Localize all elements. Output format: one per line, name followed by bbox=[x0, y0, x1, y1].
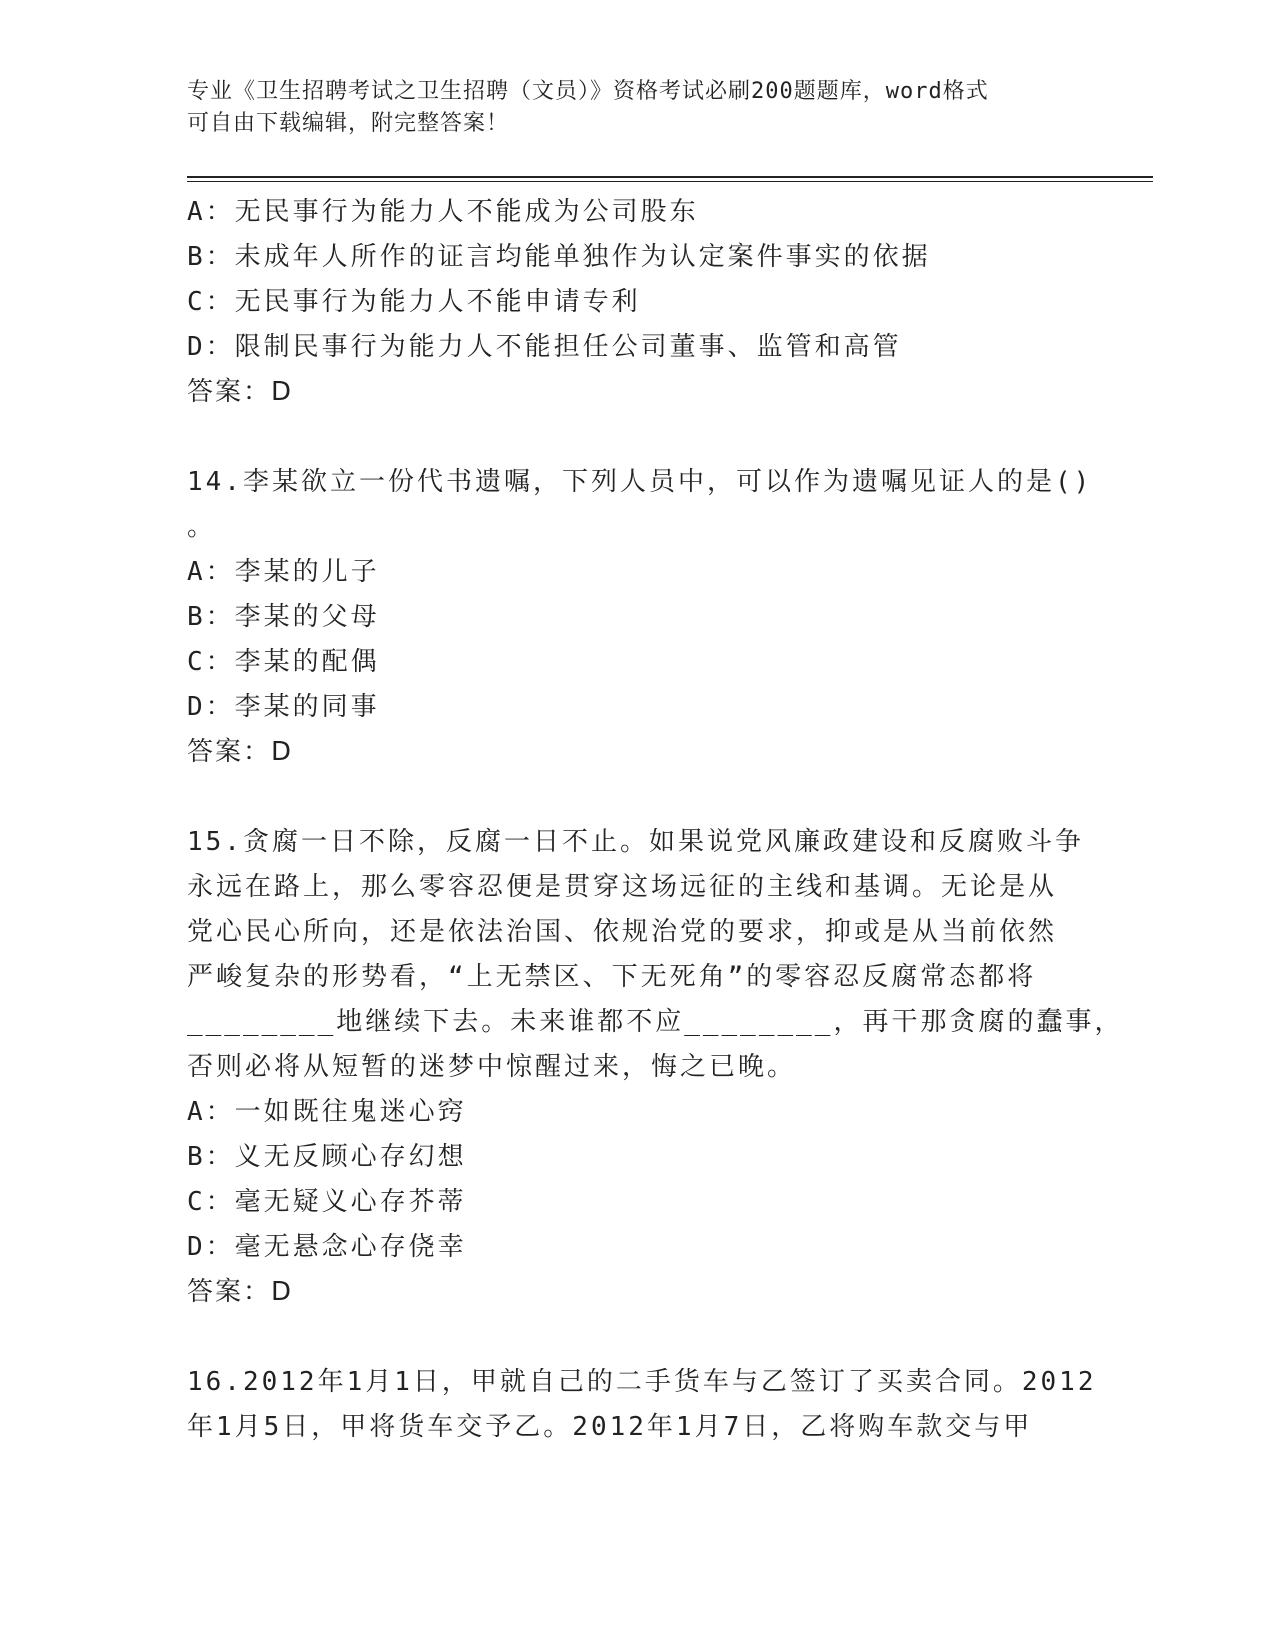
question-list bbox=[187, 190, 1124, 1450]
question-15 bbox=[187, 820, 1124, 1315]
option-b: B：义无反顾心存幻想 bbox=[187, 1142, 467, 1172]
question-16 bbox=[187, 1360, 1097, 1450]
page-header bbox=[187, 76, 1087, 140]
question-stem: 否则必将从短暂的迷梦中惊醒过来，悔之已晚。 bbox=[187, 1052, 797, 1082]
answer: 答案：D bbox=[187, 1277, 294, 1307]
question-stem: 永远在路上，那么零容忍便是贯穿这场远征的主线和基调。无论是从 bbox=[187, 872, 1058, 902]
option-c: C：无民事行为能力人不能申请专利 bbox=[187, 287, 641, 317]
option-d: D：限制民事行为能力人不能担任公司董事、监管和高管 bbox=[187, 332, 902, 362]
question-stem: ________地继续下去。未来谁都不应________，再干那贪腐的蠢事， bbox=[187, 1007, 1124, 1037]
question-14 bbox=[187, 460, 1093, 775]
question-13 bbox=[187, 190, 1087, 415]
question-stem: 党心民心所向，还是依法治国、依规治党的要求，抑或是从当前依然 bbox=[187, 917, 1058, 947]
option-c: C：毫无疑义心存芥蒂 bbox=[187, 1187, 467, 1217]
question-stem: 年1月5日，甲将货车交予乙。2012年1月7日，乙将购车款交与甲 bbox=[187, 1412, 1033, 1442]
option-d: D：毫无悬念心存侥幸 bbox=[187, 1232, 467, 1262]
question-stem: 。 bbox=[187, 512, 217, 542]
question-stem: 15.贪腐一日不除，反腐一日不止。如果说党风廉政建设和反腐败斗争 bbox=[187, 827, 1084, 857]
header-title-line-1: 专业《卫生招聘考试之卫生招聘（文员）》资格考试必刷200题题库，word格式 bbox=[187, 79, 989, 104]
option-d: D：李某的同事 bbox=[187, 692, 380, 722]
question-stem: 14.李某欲立一份代书遗嘱，下列人员中，可以作为遗嘱见证人的是() bbox=[187, 467, 1093, 497]
option-a: A：一如既往鬼迷心窍 bbox=[187, 1097, 467, 1127]
answer: 答案：D bbox=[187, 737, 294, 767]
answer: 答案：D bbox=[187, 377, 294, 407]
option-a: A：无民事行为能力人不能成为公司股东 bbox=[187, 197, 699, 227]
question-stem: 严峻复杂的形势看，“上无禁区、下无死角”的零容忍反腐常态都将 bbox=[187, 962, 1037, 992]
option-a: A：李某的儿子 bbox=[187, 557, 380, 587]
header-divider bbox=[187, 176, 1153, 182]
header-title-line-2: 可自由下载编辑，附完整答案！ bbox=[187, 111, 510, 136]
option-c: C：李某的配偶 bbox=[187, 647, 380, 677]
option-b: B：未成年人所作的证言均能单独作为认定案件事实的依据 bbox=[187, 242, 931, 272]
option-b: B：李某的父母 bbox=[187, 602, 380, 632]
question-stem: 16.2012年1月1日，甲就自己的二手货车与乙签订了买卖合同。2012 bbox=[187, 1367, 1097, 1397]
